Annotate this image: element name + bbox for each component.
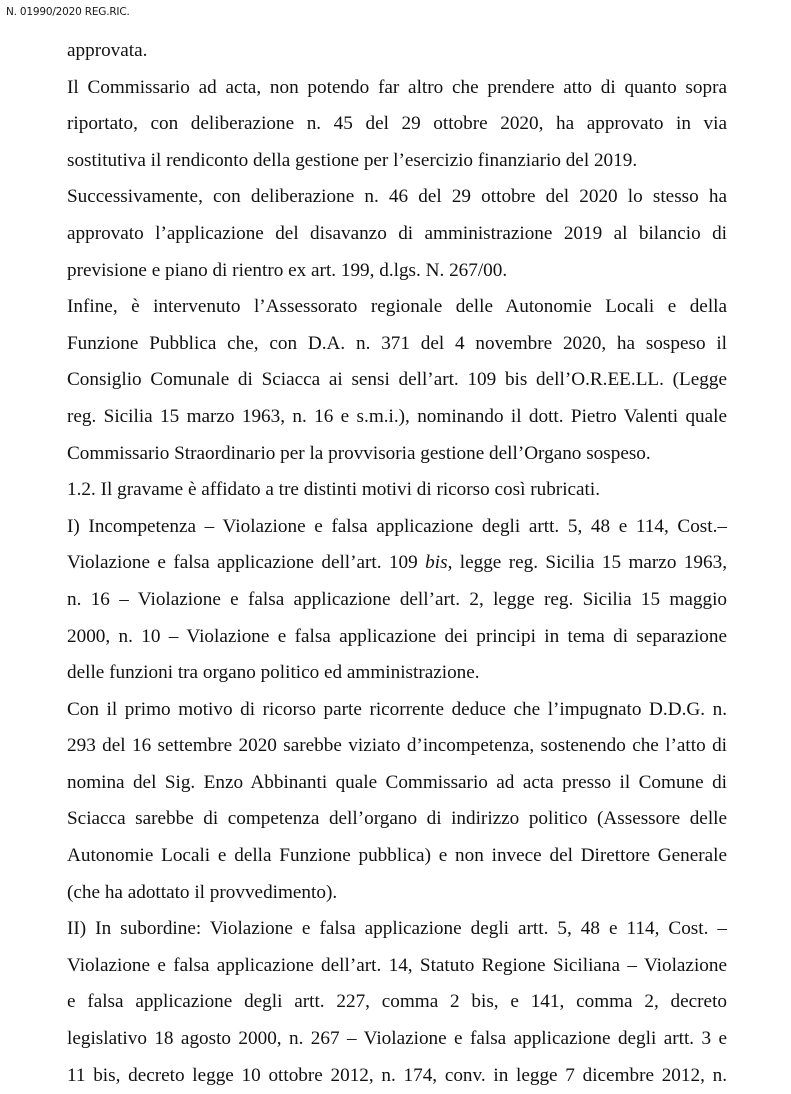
document-body	[67, 33, 727, 1094]
text-line: Successivamente, con deliberazione n. 46 del 29 ottobre del 2020 lo stesso ha	[67, 186, 727, 208]
paragraph-continuation	[67, 33, 727, 70]
text-line: I) Incompetenza – Violazione e falsa applicazione degli artt. 5, 48 e 114, Cost.–	[67, 515, 727, 537]
text-line: nomina del Sig. Enzo Abbinanti quale Commissario ad acta presso il Comune di	[67, 771, 727, 793]
text-line: Consiglio Comunale di Sciacca ai sensi dell’art. 109 bis dell’O.R.EE.LL. (Legge	[67, 369, 727, 391]
paragraph-rendiconto	[67, 70, 727, 180]
case-reference-number: N. 01990/2020 REG.RIC.	[6, 6, 130, 18]
text-line: Infine, è intervenuto l’Assessorato regionale delle Autonomie Locali e della	[67, 296, 727, 318]
text-line: legislativo 18 agosto 2000, n. 267 – Violazione e falsa applicazione degli artt. 3 e	[67, 1028, 727, 1050]
text-line: Commissario Straordinario per la provvisoria gestione dell’Organo sospeso.	[67, 442, 651, 464]
paragraph-primo-motivo	[67, 692, 727, 912]
text-line: sostitutiva il rendiconto della gestione per l’esercizio finanziario del 2019.	[67, 149, 638, 171]
text-line: II) In subordine: Violazione e falsa applicazione degli artt. 5, 48 e 114, Cost. –	[67, 918, 727, 940]
text-line: approvata.	[67, 40, 148, 61]
paragraph-sospensione-consiglio	[67, 289, 727, 472]
text-line: 2000, n. 10 – Violazione e falsa applicazione dei principi in tema di separazione	[67, 625, 727, 647]
italic-segment: bis	[425, 552, 448, 574]
text-line: reg. Sicilia 15 marzo 1963, n. 16 e s.m.i.), nominando il dott. Pietro Valenti quale	[67, 405, 727, 427]
text-segment: Violazione e falsa applicazione dell’art. 109	[67, 552, 418, 574]
text-line: 11 bis, decreto legge 10 ottobre 2012, n. 174, conv. in legge 7 dicembre 2012, n.	[67, 1064, 727, 1086]
section-heading-1-2	[67, 472, 727, 509]
text-line: Violazione e falsa applicazione dell’art. 14, Statuto Regione Siciliana – Violazione	[67, 954, 727, 976]
text-line: e falsa applicazione degli artt. 227, comma 2 bis, e 141, comma 2, decreto	[67, 991, 727, 1013]
text-line: Funzione Pubblica che, con D.A. n. 371 del 4 novembre 2020, ha sospeso il	[67, 332, 727, 354]
text-line: riportato, con deliberazione n. 45 del 29 ottobre 2020, ha approvato in via	[67, 113, 727, 135]
text-line: Con il primo motivo di ricorso parte ricorrente deduce che l’impugnato D.D.G. n.	[67, 698, 727, 720]
text-line: 1.2. Il gravame è affidato a tre distinti motivi di ricorso così rubricati.	[67, 479, 601, 501]
paragraph-disavanzo	[67, 179, 727, 289]
text-line-with-italic	[67, 545, 727, 582]
text-line: previsione e piano di rientro ex art. 199, d.lgs. N. 267/00.	[67, 259, 508, 281]
text-line: n. 16 – Violazione e falsa applicazione dell’art. 2, legge reg. Sicilia 15 maggio	[67, 588, 727, 610]
text-line: (che ha adottato il provvedimento).	[67, 881, 338, 903]
text-segment: , legge reg. Sicilia 15 marzo 1963,	[447, 552, 727, 574]
text-line: 293 del 16 settembre 2020 sarebbe viziato d’incompetenza, sostenendo che l’atto di	[67, 735, 727, 757]
text-line: Il Commissario ad acta, non potendo far altro che prendere atto di quanto sopra	[67, 76, 727, 98]
text-line: Sciacca sarebbe di competenza dell’organo di indirizzo politico (Assessore delle	[67, 808, 727, 830]
text-line: approvato l’applicazione del disavanzo di amministrazione 2019 al bilancio di	[67, 222, 727, 244]
ground-II-subordine	[67, 911, 727, 1094]
text-line: Autonomie Locali e della Funzione pubblica) e non invece del Direttore Generale	[67, 845, 727, 867]
text-line: delle funzioni tra organo politico ed amministrazione.	[67, 662, 480, 684]
ground-I-incompetenza	[67, 509, 727, 692]
